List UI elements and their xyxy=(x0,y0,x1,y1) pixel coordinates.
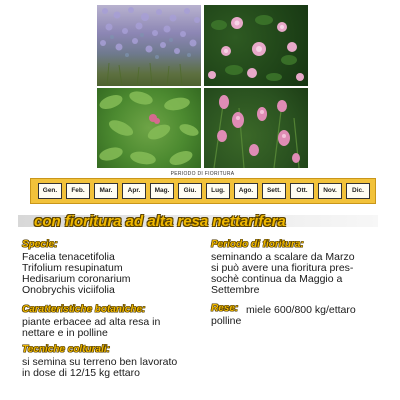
caratteristiche-heading: Caratteristiche botaniche: xyxy=(22,304,146,315)
green-leaves-image xyxy=(97,88,201,168)
period-title: PERIODO DI FIORITURA xyxy=(170,171,235,177)
month-mar: Mar. xyxy=(94,183,118,199)
photo-grid xyxy=(97,5,308,168)
tecniche-line: si semina su terreno ben lavorato xyxy=(22,356,178,368)
periodo-line: seminando a scalare da Marzo xyxy=(211,251,355,263)
rese-line2: polline xyxy=(211,315,242,327)
periodo-text xyxy=(211,252,381,296)
periodo-line: si può avere una fioritura pres- xyxy=(211,262,354,274)
month-gen: Gen. xyxy=(38,183,62,199)
periodo-line: Settembre xyxy=(211,284,260,296)
tecniche-line: in dose di 12/15 kg ettaro xyxy=(22,367,140,379)
banner-title: con fioritura ad alta resa nettarifera xyxy=(34,213,286,230)
nectar-banner xyxy=(18,213,378,230)
specie-heading: Specie: xyxy=(22,239,58,250)
month-ago: Ago. xyxy=(234,183,258,199)
rese-heading: Rese: xyxy=(211,303,239,314)
month-lug: Lug. xyxy=(206,183,230,199)
periodo-line: sochè continua da Maggio a xyxy=(211,273,343,285)
specie-item: Trifolium resupinatum xyxy=(22,262,123,274)
caratteristiche-line: nettare e in polline xyxy=(22,327,108,339)
months-bar xyxy=(30,178,376,204)
caratteristiche-line: piante erbacee ad alta resa in xyxy=(22,316,161,328)
periodo-heading: Periodo di fioritura: xyxy=(211,239,304,250)
tecniche-text xyxy=(22,357,207,379)
month-mag: Mag. xyxy=(150,183,174,199)
specie-item: Onobrychis viciifolia xyxy=(22,284,115,296)
month-sett: Sett. xyxy=(262,183,286,199)
specie-item: Facelia tenacetifolia xyxy=(22,251,115,263)
month-ott: Ott. xyxy=(290,183,314,199)
month-nov: Nov. xyxy=(318,183,342,199)
lilac-flower-field-image xyxy=(97,5,201,86)
specie-item: Hedisarium coronarium xyxy=(22,273,131,285)
pink-clover-image xyxy=(204,5,308,86)
pink-sainfoin-image xyxy=(204,88,308,168)
caratteristiche-text xyxy=(22,317,198,339)
month-giu: Giu. xyxy=(178,183,202,199)
month-feb: Feb. xyxy=(66,183,90,199)
rese-line1: miele 600/800 kg/ettaro xyxy=(246,304,356,316)
specie-list xyxy=(22,252,207,296)
tecniche-heading: Tecniche colturali: xyxy=(22,344,110,355)
month-dic: Dic. xyxy=(346,183,370,199)
month-apr: Apr. xyxy=(122,183,146,199)
